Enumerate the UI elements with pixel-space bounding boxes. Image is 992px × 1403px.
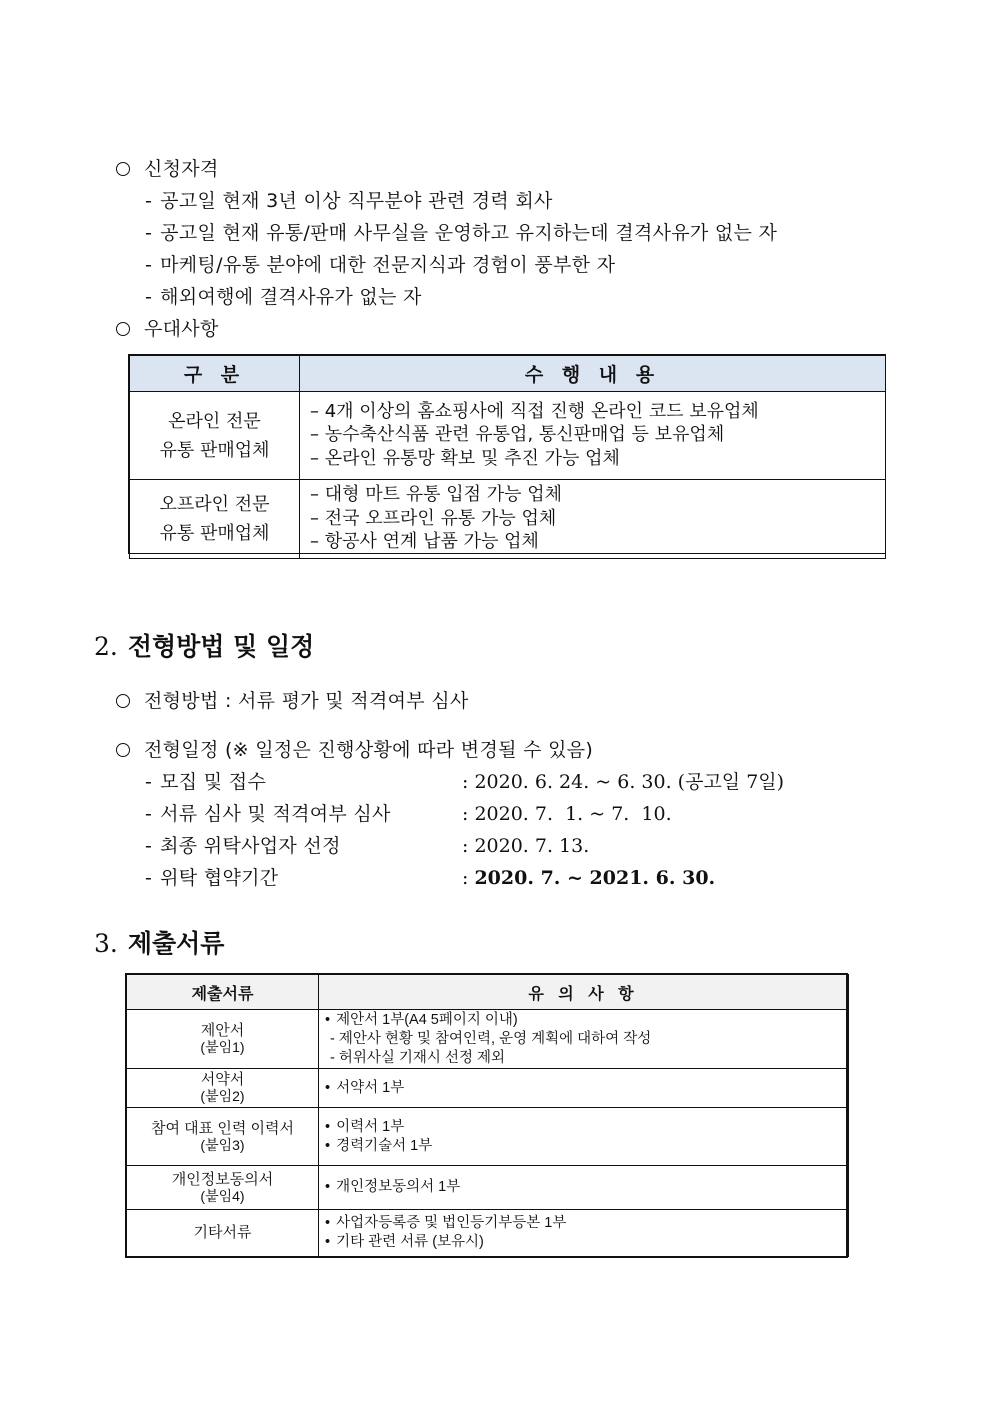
document-name-cell: 기타서류: [127, 1210, 319, 1257]
document-name-cell: 참여 대표 인력 이력서 (붙임3): [127, 1108, 319, 1166]
list-item: – 온라인 유통망 확보 및 추진 가능 업체: [310, 447, 620, 469]
list-item: • 개인정보동의서 1부: [325, 1179, 461, 1195]
table-row: [127, 1069, 849, 1108]
schedule-label: - 모집 및 접수: [145, 771, 267, 793]
eligibility-item: - 공고일 현재 유통/판매 사무실을 운영하고 유지하는데 결격사유가 없는 자: [145, 222, 778, 244]
schedule-label: - 위탁 협약기간: [145, 867, 279, 889]
selection-method: 전형방법 : 서류 평가 및 적격여부 심사: [116, 689, 469, 713]
list-item: - 허위사실 기재시 선정 제외: [330, 1049, 506, 1066]
table-row: [127, 1210, 849, 1257]
documents-table: [126, 974, 849, 1257]
document-notes-cell: [319, 1166, 849, 1210]
eligibility-item: - 공고일 현재 3년 이상 직무분야 관련 경력 회사: [145, 190, 553, 212]
category-cell: 온라인 전문 유통 판매업체: [130, 392, 300, 480]
section-3-heading: 3. 제출서류: [94, 929, 225, 958]
list-item: – 4개 이상의 홈쇼핑사에 직접 진행 온라인 코드 보유업체: [310, 400, 759, 422]
document-name-cell: 제안서 (붙임1): [127, 1010, 319, 1069]
document-notes-cell: [319, 1108, 849, 1166]
circle-bullet-icon: [116, 694, 130, 708]
schedule-value: : 2020. 7. 13.: [462, 835, 590, 857]
list-item: • 경력기술서 1부: [325, 1137, 433, 1154]
list-item: – 전국 오프라인 유통 가능 업체: [310, 507, 557, 529]
circle-bullet-icon: [116, 743, 130, 757]
document-notes-cell: [319, 1069, 849, 1108]
table-row: [127, 1010, 849, 1069]
schedule-label: - 최종 위탁사업자 선정: [145, 835, 341, 857]
list-item: – 농수축산식품 관련 유통업, 통신판매업 등 보유업체: [310, 424, 725, 446]
preference-heading: 우대사항: [116, 317, 219, 341]
circle-bullet-icon: [116, 322, 130, 336]
list-item: – 항공사 연계 납품 가능 업체: [310, 531, 539, 553]
items-cell: [300, 480, 886, 559]
eligibility-item: - 마케팅/유통 분야에 대한 전문지식과 경험이 풍부한 자: [145, 254, 616, 276]
eligibility-item: - 해외여행에 결격사유가 없는 자: [145, 286, 422, 308]
schedule-label: - 서류 심사 및 적격여부 심사: [145, 803, 391, 825]
section-2-heading: 2. 전형방법 및 일정: [94, 632, 315, 661]
document-name-cell: 서약서 (붙임2): [127, 1069, 319, 1108]
preference-table: [129, 355, 886, 559]
table-header: 제출서류: [127, 975, 319, 1010]
table-header: 구 분: [130, 356, 300, 392]
document-notes-cell: [319, 1010, 849, 1069]
document-notes-cell: [319, 1210, 849, 1257]
document-name-cell: 개인정보동의서 (붙임4): [127, 1166, 319, 1210]
circle-bullet-icon: [116, 162, 130, 176]
list-item: • 기타 관련 서류 (보유시): [325, 1234, 484, 1250]
schedule-value: : 2020. 7. ~ 2021. 6. 30.: [462, 867, 716, 889]
list-item: • 이력서 1부: [325, 1118, 405, 1135]
list-item: - 제안사 현황 및 참여인력, 운영 계획에 대하여 작성: [330, 1030, 652, 1047]
table-header: 수 행 내 용: [300, 356, 886, 392]
list-item: • 서약서 1부: [325, 1079, 405, 1096]
schedule-value: : 2020. 7. 1. ~ 7. 10.: [462, 803, 672, 825]
schedule-heading: 전형일정 (※ 일정은 진행상황에 따라 변경될 수 있음): [116, 738, 593, 762]
table-row: [127, 1108, 849, 1166]
list-item: – 대형 마트 유통 입점 가능 업체: [310, 484, 562, 506]
list-item: • 제안서 1부(A4 5페이지 이내): [325, 1011, 518, 1028]
list-item: • 사업자등록증 및 법인등기부등본 1부: [325, 1215, 567, 1231]
eligibility-heading: 신청자격: [116, 157, 219, 181]
items-cell: [300, 392, 886, 480]
schedule-value: : 2020. 6. 24. ~ 6. 30. (공고일 7일): [462, 771, 785, 793]
category-cell: 오프라인 전문 유통 판매업체: [130, 480, 300, 559]
table-row: [130, 480, 886, 559]
table-row: [130, 392, 886, 480]
table-row: [127, 1166, 849, 1210]
table-header: 유 의 사 항: [319, 975, 849, 1010]
